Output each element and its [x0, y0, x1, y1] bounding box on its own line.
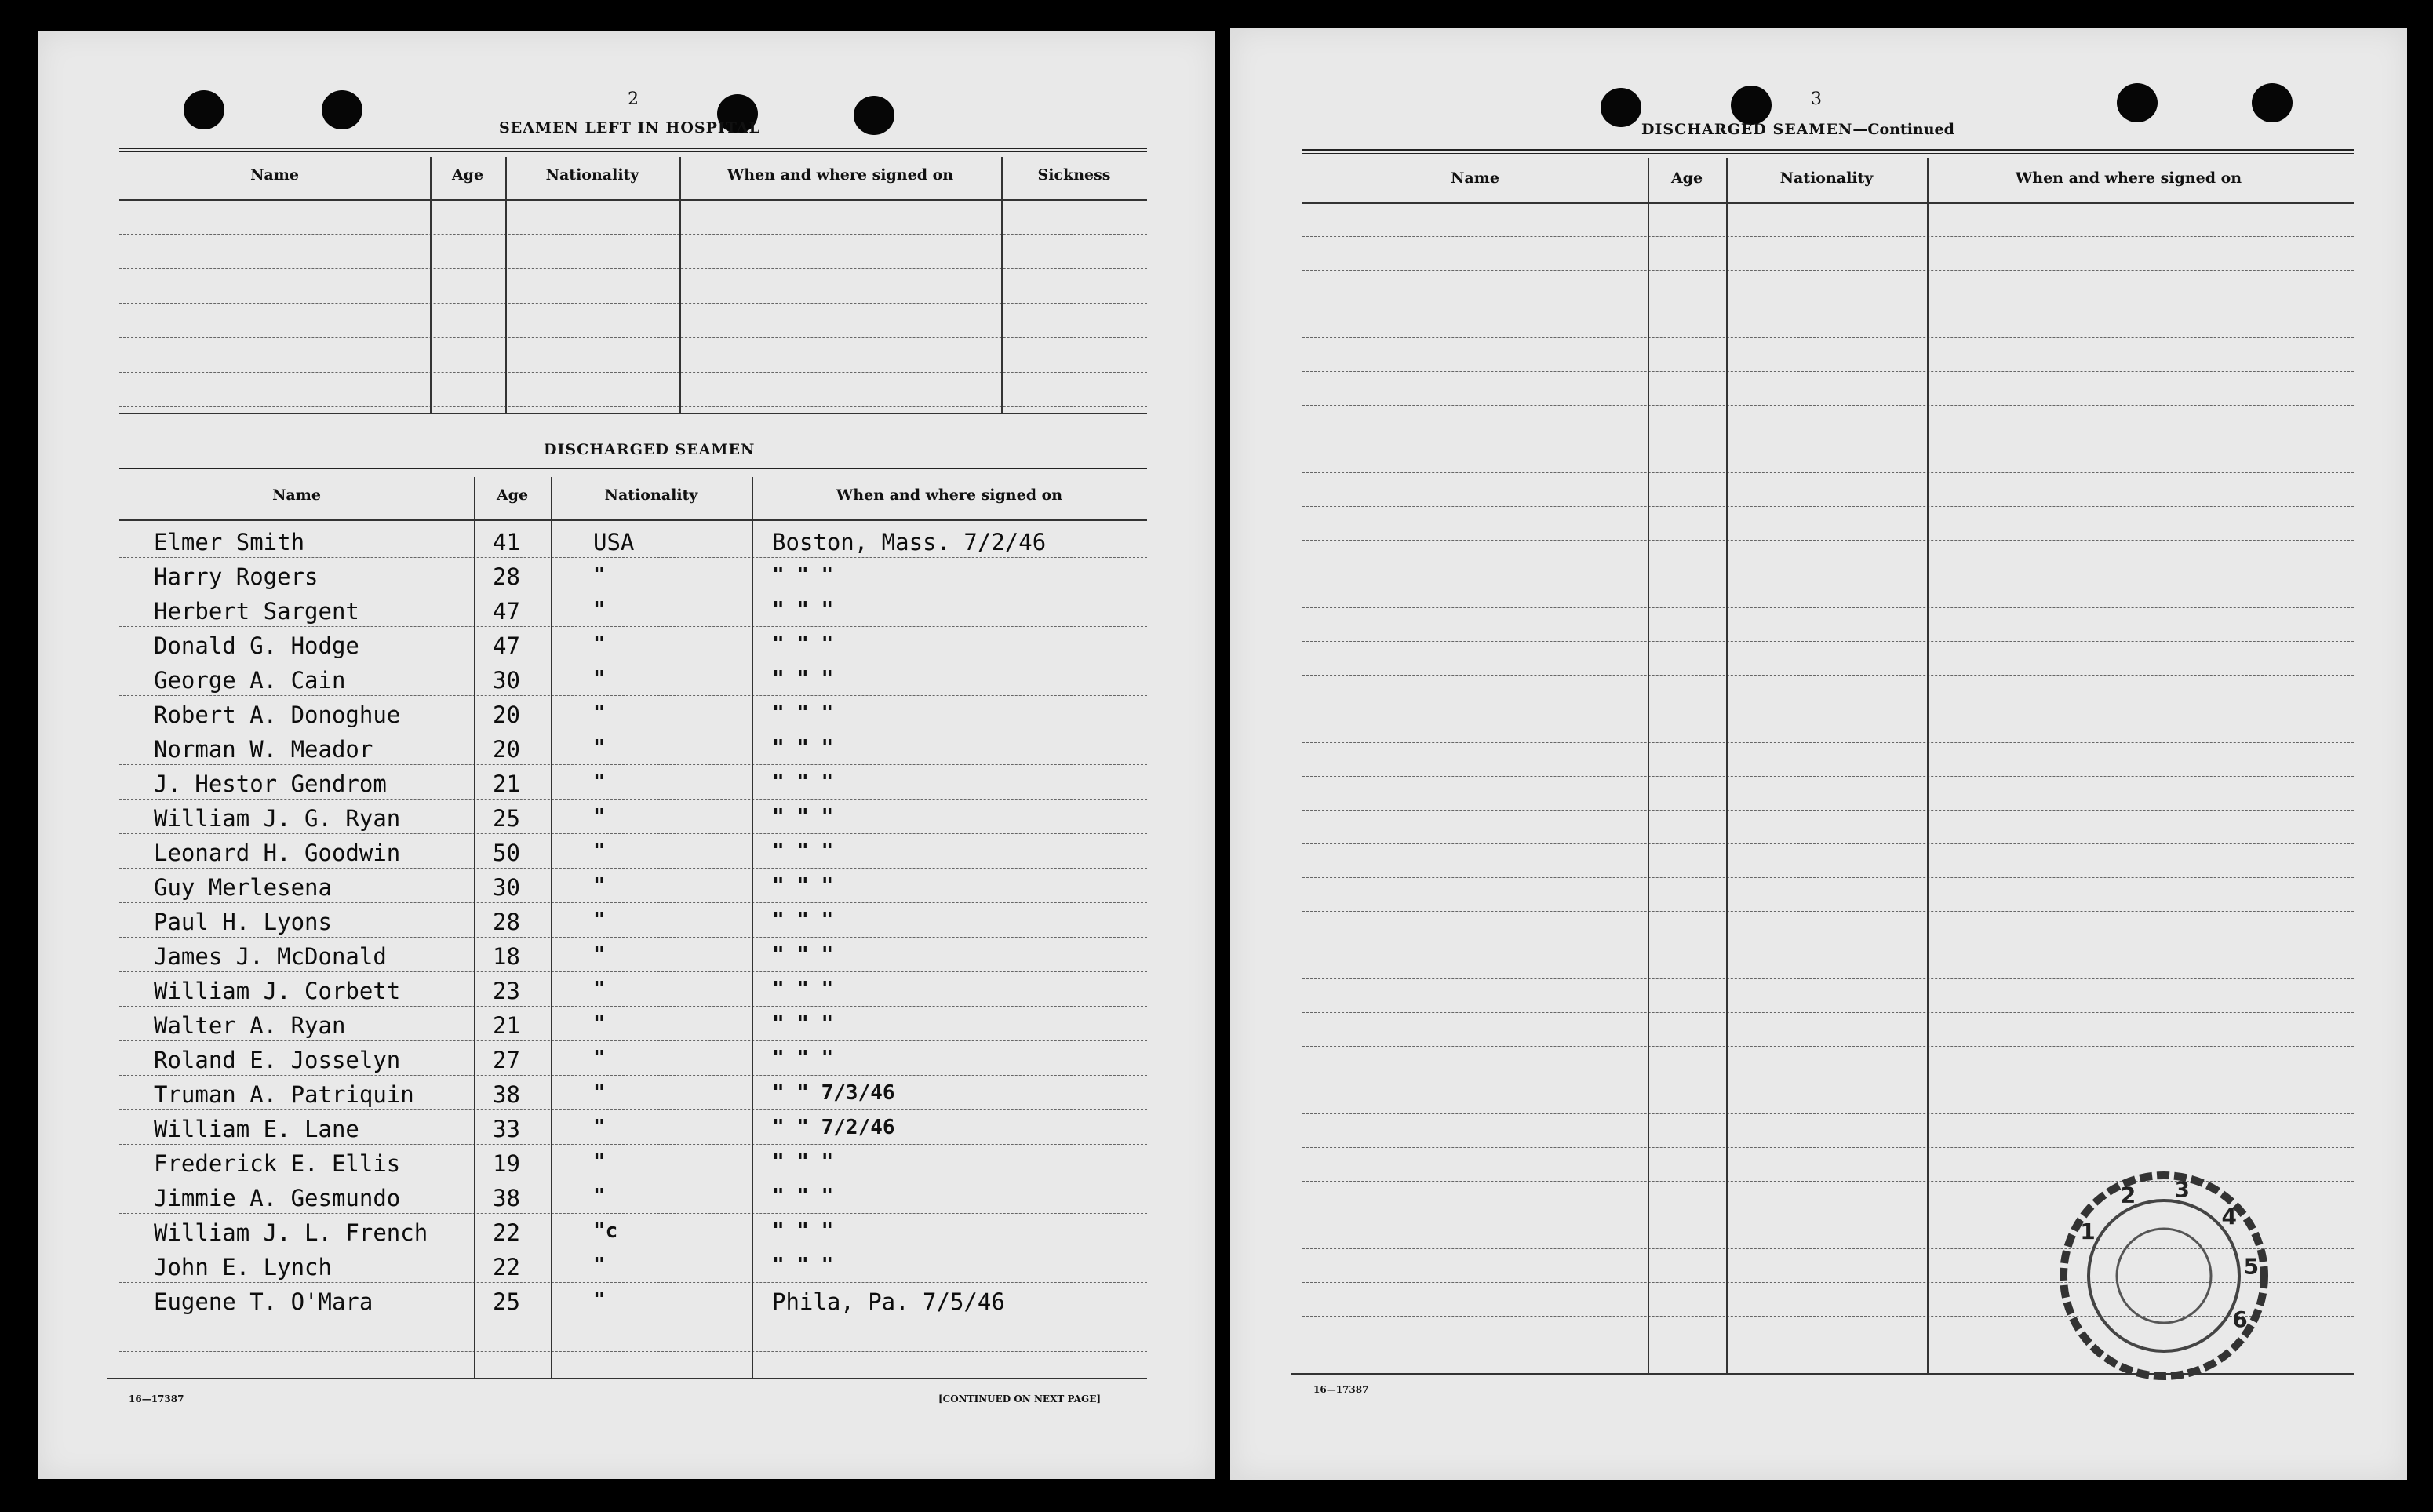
stamp-digit: 1: [2080, 1219, 2096, 1244]
row-line: [119, 406, 1147, 407]
seaman-name: Truman A. Patriquin: [154, 1081, 414, 1108]
row-line: [119, 799, 1147, 800]
seaman-age: 22: [493, 1254, 520, 1281]
row-line: [1302, 270, 2354, 271]
hospital-header-age: Age: [451, 166, 484, 184]
row-line: [119, 1109, 1147, 1110]
seaman-name: Leonard H. Goodwin: [154, 840, 401, 866]
column-divider: [1927, 158, 1929, 1373]
row-line: [1302, 1147, 2354, 1148]
row-line: [119, 833, 1147, 834]
seaman-nationality: ": [593, 667, 606, 690]
seaman-nationality: ": [593, 1116, 606, 1139]
row-line: [119, 1282, 1147, 1283]
column-divider: [1726, 158, 1728, 1373]
seaman-name: Harry Rogers: [154, 563, 319, 590]
seaman-age: 38: [493, 1185, 520, 1211]
seaman-signed-on: " " ": [772, 978, 834, 1001]
seaman-name: Frederick E. Ellis: [154, 1150, 401, 1177]
row-line: [119, 626, 1147, 627]
seaman-age: 27: [493, 1047, 520, 1073]
seaman-age: 33: [493, 1116, 520, 1142]
continued-header-signed-on: When and where signed on: [2015, 169, 2242, 187]
row-line: [1302, 978, 2354, 979]
hospital-header-signed-on: When and where signed on: [727, 166, 954, 184]
seaman-nationality: ": [593, 840, 606, 863]
seaman-name: William J. L. French: [154, 1219, 428, 1246]
seaman-signed-on: " " ": [772, 1047, 834, 1070]
discharged-header-nationality: Nationality: [604, 486, 698, 504]
page-number: 3: [1811, 89, 1822, 109]
seaman-signed-on: " " ": [772, 1254, 834, 1277]
seaman-signed-on: " " ": [772, 771, 834, 794]
seaman-age: 47: [493, 598, 520, 625]
seaman-nationality: ": [593, 1150, 606, 1174]
row-line: [1302, 675, 2354, 676]
seaman-signed-on: " " ": [772, 632, 834, 656]
row-line: [1302, 843, 2354, 844]
seaman-nationality: ": [593, 874, 606, 898]
page-number: 2: [628, 89, 639, 109]
punch-hole: [1731, 86, 1772, 125]
seaman-signed-on: Phila, Pa. 7/5/46: [772, 1288, 1005, 1315]
row-line: [119, 902, 1147, 903]
seaman-nationality: ": [593, 563, 606, 587]
row-line: [119, 868, 1147, 869]
form-number: 16—17387: [129, 1394, 184, 1405]
table-rule: [119, 519, 1147, 521]
column-divider: [430, 157, 432, 413]
seaman-name: Roland E. Josselyn: [154, 1047, 401, 1073]
seaman-age: 41: [493, 529, 520, 556]
row-line: [1302, 810, 2354, 811]
discharged-header-age: Age: [496, 486, 529, 504]
row-line: [119, 372, 1147, 373]
seaman-age: 20: [493, 701, 520, 728]
row-line: [119, 764, 1147, 765]
seaman-nationality: ": [593, 1012, 606, 1036]
discharged-continued-title: DISCHARGED SEAMEN—Continued: [1641, 121, 1954, 138]
stamp-digit: 3: [2174, 1176, 2191, 1203]
row-line: [119, 1075, 1147, 1076]
seaman-age: 22: [493, 1219, 520, 1246]
discharged-header-name: Name: [272, 486, 321, 504]
seaman-age: 28: [493, 563, 520, 590]
column-divider: [551, 477, 552, 1378]
seaman-name: J. Hestor Gendrom: [154, 771, 387, 797]
table-rule: [1302, 149, 2354, 154]
row-line: [1302, 405, 2354, 406]
row-line: [1302, 607, 2354, 608]
discharged-header-signed-on: When and where signed on: [836, 486, 1063, 504]
row-line: [119, 337, 1147, 338]
seaman-name: William J. G. Ryan: [154, 805, 401, 832]
seaman-age: 30: [493, 667, 520, 694]
row-line: [1302, 742, 2354, 743]
seaman-signed-on: Boston, Mass. 7/2/46: [772, 529, 1047, 556]
row-line: [1302, 540, 2354, 541]
seaman-signed-on: " " ": [772, 667, 834, 690]
seaman-nationality: ": [593, 771, 606, 794]
row-line: [1302, 506, 2354, 507]
stamp-digit: 5: [2243, 1253, 2260, 1280]
row-line: [119, 557, 1147, 558]
seaman-nationality: ": [593, 598, 606, 621]
seaman-name: James J. McDonald: [154, 943, 387, 970]
seaman-signed-on: " " ": [772, 943, 834, 967]
row-line: [119, 971, 1147, 972]
punch-hole: [854, 96, 894, 135]
punch-hole: [2117, 83, 2158, 122]
seaman-age: 50: [493, 840, 520, 866]
row-line: [119, 1213, 1147, 1214]
seaman-age: 25: [493, 805, 520, 832]
hospital-section-title: SEAMEN LEFT IN HOSPITAL: [499, 119, 760, 137]
punch-hole: [2252, 83, 2293, 122]
row-line: [119, 234, 1147, 235]
seaman-nationality: ": [593, 1288, 606, 1312]
continued-note: [CONTINUED ON NEXT PAGE]: [938, 1394, 1102, 1405]
stamp-digit: 2: [2120, 1182, 2136, 1208]
seaman-nationality: ": [593, 978, 606, 1001]
row-line: [1302, 337, 2354, 338]
row-line: [1302, 877, 2354, 878]
seaman-nationality: ": [593, 1081, 606, 1105]
seaman-name: John E. Lynch: [154, 1254, 332, 1281]
seaman-signed-on: " " ": [772, 1185, 834, 1208]
row-line: [1302, 236, 2354, 237]
seaman-name: William E. Lane: [154, 1116, 359, 1142]
seaman-nationality: ": [593, 909, 606, 932]
seaman-signed-on: " " ": [772, 840, 834, 863]
column-divider: [752, 477, 753, 1378]
continued-header-nationality: Nationality: [1779, 169, 1874, 187]
discharged-section-title: DISCHARGED SEAMEN: [544, 441, 756, 458]
seaman-nationality: "c: [593, 1219, 618, 1243]
seaman-nationality: USA: [593, 529, 635, 556]
row-line: [119, 303, 1147, 304]
stamp-digit: 6: [2232, 1306, 2248, 1332]
seaman-name: Donald G. Hodge: [154, 632, 359, 659]
left-page: [38, 31, 1215, 1479]
seaman-signed-on: " " ": [772, 1012, 834, 1036]
row-line: [1302, 776, 2354, 777]
seaman-age: 30: [493, 874, 520, 901]
seaman-signed-on: " " ": [772, 701, 834, 725]
seaman-age: 38: [493, 1081, 520, 1108]
row-line: [119, 1006, 1147, 1007]
table-rule: [107, 1378, 1147, 1379]
seaman-signed-on: " " ": [772, 1219, 834, 1243]
form-number: 16—17387: [1313, 1384, 1369, 1395]
row-line: [1302, 641, 2354, 642]
date-stamp: [2046, 1158, 2282, 1394]
continued-header-name: Name: [1451, 169, 1499, 187]
seaman-name: Norman W. Meador: [154, 736, 373, 763]
seaman-signed-on: " " ": [772, 736, 834, 760]
continued-header-age: Age: [1670, 169, 1703, 187]
column-divider: [1001, 157, 1003, 413]
row-line: [1302, 472, 2354, 473]
hospital-header-name: Name: [250, 166, 299, 184]
seaman-age: 47: [493, 632, 520, 659]
hospital-header-nationality: Nationality: [545, 166, 639, 184]
row-line: [119, 268, 1147, 269]
seaman-name: Jimmie A. Gesmundo: [154, 1185, 401, 1211]
seaman-name: Paul H. Lyons: [154, 909, 332, 935]
hospital-header-sickness: Sickness: [1037, 166, 1111, 184]
seaman-name: Guy Merlesena: [154, 874, 332, 901]
table-rule: [119, 413, 1147, 414]
table-rule: [119, 148, 1147, 152]
seaman-name: George A. Cain: [154, 667, 346, 694]
seaman-signed-on: " " 7/2/46: [772, 1116, 895, 1139]
seaman-age: 19: [493, 1150, 520, 1177]
column-divider: [474, 477, 475, 1378]
row-line: [119, 695, 1147, 696]
seaman-signed-on: " " 7/3/46: [772, 1081, 895, 1105]
column-divider: [679, 157, 681, 413]
row-line: [119, 1040, 1147, 1041]
row-line: [1302, 911, 2354, 912]
seaman-nationality: ": [593, 1185, 606, 1208]
seaman-signed-on: " " ": [772, 874, 834, 898]
seaman-signed-on: " " ": [772, 563, 834, 587]
punch-hole: [1601, 88, 1641, 127]
seaman-age: 25: [493, 1288, 520, 1315]
seaman-name: Walter A. Ryan: [154, 1012, 346, 1039]
table-rule: [1302, 202, 2354, 204]
seaman-nationality: ": [593, 943, 606, 967]
seaman-age: 21: [493, 771, 520, 797]
row-line: [119, 1351, 1147, 1352]
seaman-name: Robert A. Donoghue: [154, 701, 401, 728]
seaman-signed-on: " " ": [772, 1150, 834, 1174]
seaman-name: William J. Corbett: [154, 978, 401, 1004]
seaman-nationality: ": [593, 1047, 606, 1070]
row-line: [1302, 371, 2354, 372]
row-line: [1302, 1046, 2354, 1047]
stamp-digit: 4: [2221, 1204, 2237, 1230]
seaman-nationality: ": [593, 701, 606, 725]
right-page: [1230, 28, 2407, 1480]
row-line: [1302, 1113, 2354, 1114]
column-divider: [505, 157, 507, 413]
seaman-age: 23: [493, 978, 520, 1004]
seaman-age: 28: [493, 909, 520, 935]
table-rule: [119, 199, 1147, 201]
seaman-signed-on: " " ": [772, 598, 834, 621]
seaman-name: Eugene T. O'Mara: [154, 1288, 373, 1315]
punch-hole: [322, 90, 362, 129]
seaman-signed-on: " " ": [772, 805, 834, 829]
row-line: [119, 1144, 1147, 1145]
seaman-nationality: ": [593, 1254, 606, 1277]
seaman-age: 20: [493, 736, 520, 763]
row-line: [119, 937, 1147, 938]
seaman-age: 18: [493, 943, 520, 970]
seaman-nationality: ": [593, 632, 606, 656]
seaman-nationality: ": [593, 736, 606, 760]
seaman-age: 21: [493, 1012, 520, 1039]
table-rule: [119, 468, 1147, 472]
row-line: [1302, 1012, 2354, 1013]
punch-hole: [184, 90, 224, 129]
seaman-nationality: ": [593, 805, 606, 829]
seaman-signed-on: " " ": [772, 909, 834, 932]
column-divider: [1648, 158, 1649, 1373]
seaman-name: Herbert Sargent: [154, 598, 359, 625]
seaman-name: Elmer Smith: [154, 529, 305, 556]
